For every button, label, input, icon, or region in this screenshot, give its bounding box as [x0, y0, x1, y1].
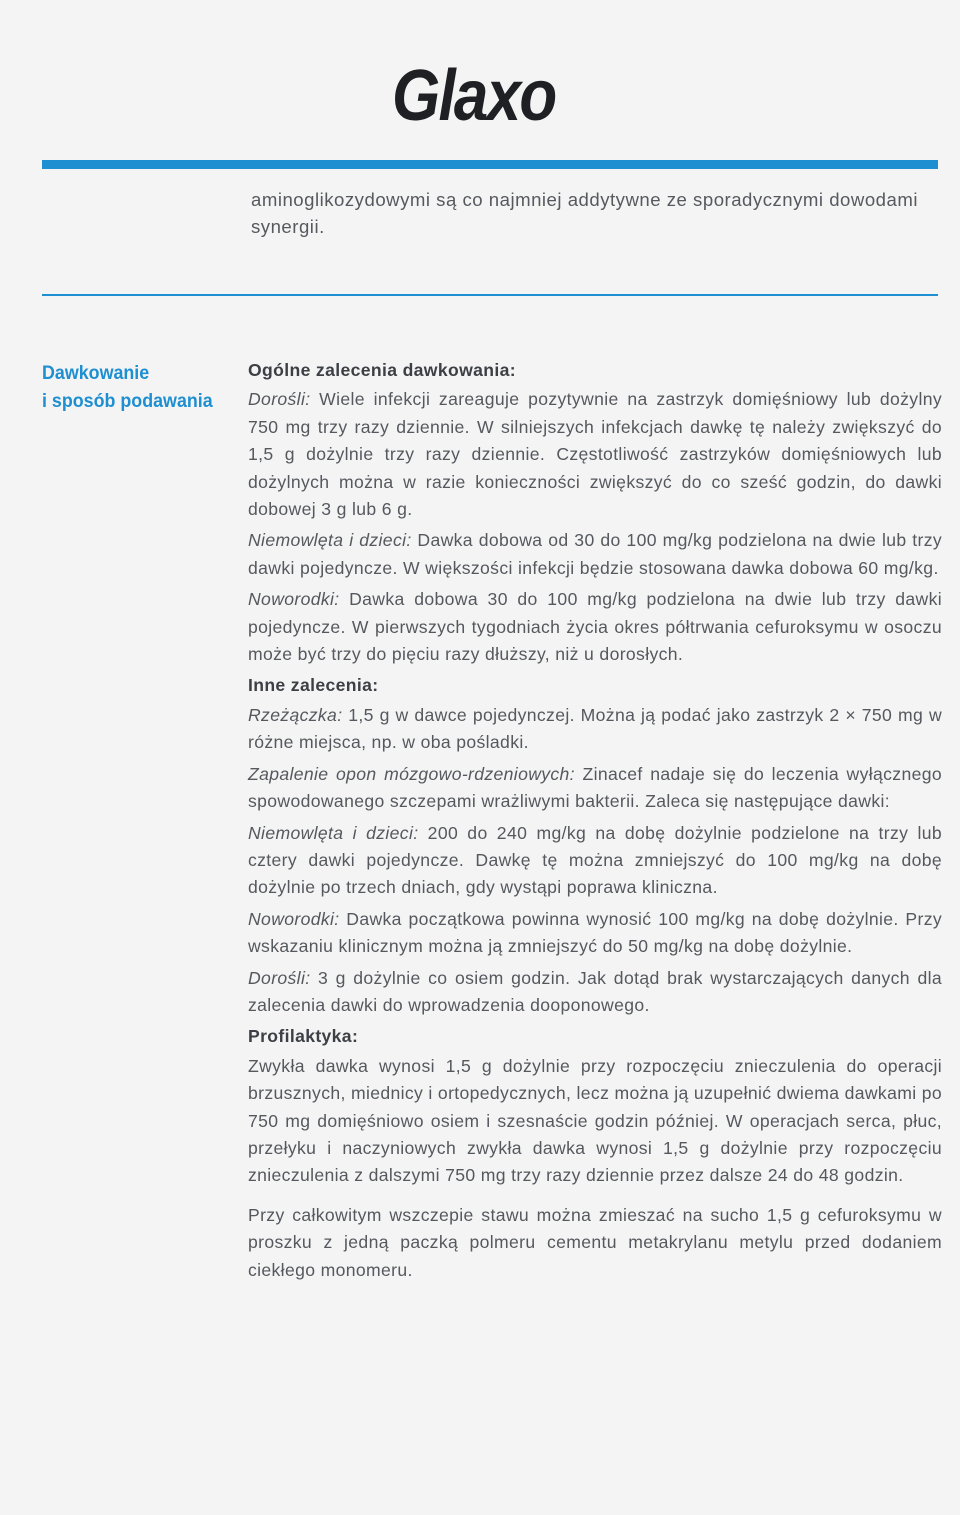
infants-paragraph: [248, 527, 942, 582]
general-heading: Ogólne zalecenia dawkowania:: [248, 360, 516, 380]
meningitis-infants-lead: Niemowlęta i dzieci:: [248, 822, 419, 843]
meningitis-paragraph: [248, 761, 942, 816]
meningitis-adults-lead: Dorośli:: [248, 967, 311, 988]
gonorrhea-lead: Rzeżączka:: [248, 704, 343, 725]
prophylaxis-paragraph-2: Przy całkowitym wszczepie stawu można zmieszać na sucho 1,5 g cefuroksymu w proszku z jedną paczką polmeru cementu metakrylanu metylu przed dodaniem ciekłego monomeru.: [248, 1204, 942, 1280]
gonorrhea-text: 1,5 g w dawce pojedynczej. Można ją podać jako zastrzyk 2 × 750 mg w różne miejsca, np. w oba pośladki.: [248, 704, 942, 753]
prophylaxis-paragraph-1: Zwykła dawka wynosi 1,5 g dożylnie przy rozpoczęciu znieczulenia do operacji brzusznych, miednicy i ortopedycznych, lecz można ją uzupełnić dwiema dawkami po 750 mg domięśniowo osiem i szesnaście godzin później. W operacjach serca, płuc, przełyku i naczyniowych zwykła dawka wynosi 1,5 g dożylnie przy rozpoczęciu znieczulenia z dalszymi 750 mg trzy razy dziennie przez dalsze 24 do 48 godzin.: [248, 1055, 942, 1186]
neonates-lead: Noworodki:: [248, 589, 340, 610]
neonates-text: Dawka dobowa 30 do 100 mg/kg podzielona na dwie lub trzy dawki pojedyncze. W pierwszych tygodniach życia okres półtrwania cefuroksymu w osoczu może być trzy do pięciu razy dłuższy, niż u dorosłych.: [248, 589, 942, 665]
paragraph-spacer: [248, 1194, 942, 1202]
neonates-paragraph: [248, 586, 942, 668]
meningitis-neonates-lead: Noworodki:: [248, 908, 340, 929]
meningitis-infants-paragraph: [248, 820, 942, 902]
gonorrhea-paragraph: [248, 702, 942, 757]
adults-paragraph: [248, 386, 942, 523]
intro-paragraph: aminoglikozydowymi są co najmniej addytywne ze sporadycznymi dowodami synergii.: [251, 189, 918, 237]
infants-text: Dawka dobowa od 30 do 100 mg/kg podzielona na dwie lub trzy dawki pojedyncze. W większości infekcji będzie stosowana dawka dobowa 60 mg/kg.: [248, 530, 943, 578]
meningitis-adults-text: 3 g dożylnie co osiem godzin. Jak dotąd brak wystarczających danych dla zalecenia dawki do wprowadzenia dooponowego.: [248, 967, 942, 1015]
section-heading: [42, 360, 213, 416]
section-heading-line1: Dawkowanie: [42, 363, 150, 384]
section-divider: [42, 294, 938, 296]
meningitis-adults-paragraph: [248, 965, 942, 1020]
header-rule: [42, 160, 938, 169]
meningitis-neonates-paragraph: [248, 906, 942, 961]
adults-lead: Dorośli:: [248, 389, 311, 410]
section-heading-line2: i sposób podawania: [42, 391, 213, 412]
meningitis-neonates-text: Dawka początkowa powinna wynosić 100 mg/kg na dobę dożylnie. Przy wskazaniu klinicznym można ją zmniejszyć do 50 mg/kg na dobę dożylnie.: [248, 908, 942, 957]
glaxo-logo: Glaxo: [392, 56, 556, 136]
meningitis-infants-text: 200 do 240 mg/kg na dobę dożylnie podzielone na trzy lub cztery dawki pojedyncze. Dawkę tę można zmniejszyć do 100 mg/kg na dobę dożylnie po trzech dniach, gdy wystąpi poprawa kliniczna.: [248, 822, 942, 898]
meningitis-text: Zinacef nadaje się do leczenia wyłącznego spowodowanego szczepami wrażliwymi bakterii. Zaleca się następujące dawki:: [248, 763, 942, 812]
other-heading: Inne zalecenia:: [248, 675, 379, 696]
dosage-content: [248, 357, 942, 1288]
infants-lead: Niemowlęta i dzieci:: [248, 530, 412, 551]
prophylaxis-heading: Profilaktyka:: [248, 1026, 359, 1047]
adults-text: Wiele infekcji zareaguje pozytywnie na zastrzyk domięśniowy lub dożylny 750 mg trzy razy dziennie. W silniejszych infekcjach dawkę tę należy zwiększyć do 1,5 g dożylnie trzy razy dziennie. Częstotliwość zastrzyków domięśniowych lub dożylnych można w razie konieczności zwiększyć do co sześć godzin, do dawki dobowej 3 g lub 6 g.: [248, 389, 942, 520]
meningitis-lead: Zapalenie opon mózgowo-rdzeniowych:: [248, 763, 575, 784]
